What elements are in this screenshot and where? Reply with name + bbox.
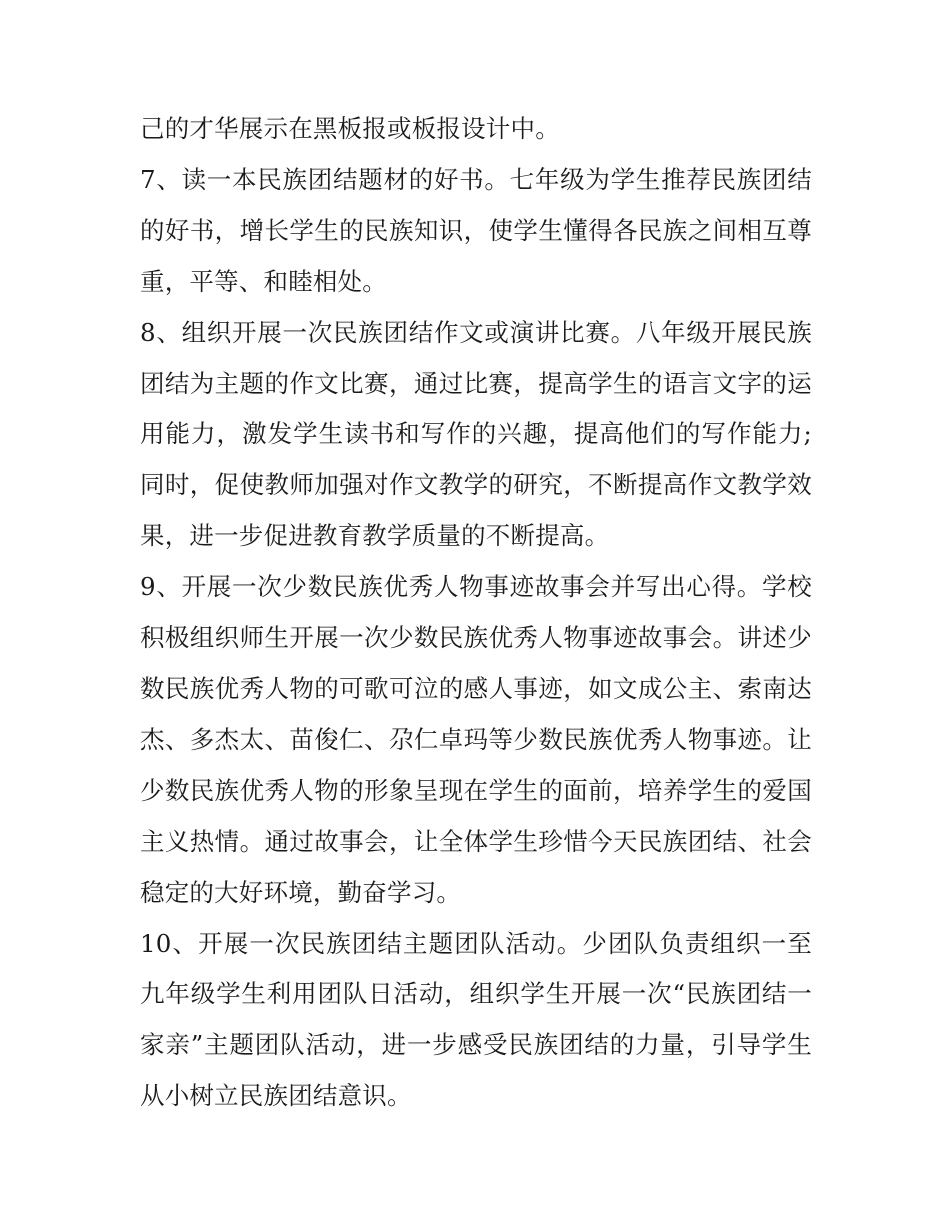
paragraph-item-8: 8、组织开展一次民族团结作文或演讲比赛。八年级开展民族团结为主题的作文比赛，通过比赛，提高学生的语言文字的运用能力，激发学生读书和写作的兴趣，提高他们的写作能力;同时，促使教师加强对作文教学的研究，不断提高作文教学效果，进一步促进教育教学质量的不断提高。 — [140, 317, 812, 551]
paragraph-item-10: 10、开展一次民族团结主题团队活动。少团队负责组织一至九年级学生利用团队日活动，组织学生开展一次“民族团结一家亲”主题团队活动，进一步感受民族团结的力量，引导学生从小树立民族团结意识。 — [140, 928, 812, 1111]
paragraph-item-9: 9、开展一次少数民族优秀人物事迹故事会并写出心得。学校积极组织师生开展一次少数民族优秀人物事迹故事会。讲述少数民族优秀人物的可歌可泣的感人事迹，如文成公主、索南达杰、多杰太、苗俊仁、尕仁卓玛等少数民族优秀人物事迹。让少数民族优秀人物的形象呈现在学生的面前，培养学生的爱国主义热情。通过故事会，让全体学生珍惜今天民族团结、社会稳定的大好环境，勤奋学习。 — [140, 572, 812, 907]
document-body — [140, 104, 812, 1122]
paragraph-item-7: 7、读一本民族团结题材的好书。七年级为学生推荐民族团结的好书，增长学生的民族知识，使学生懂得各民族之间相互尊重，平等、和睦相处。 — [140, 164, 812, 296]
paragraph-continuation: 己的才华展示在黑板报或板报设计中。 — [140, 114, 560, 143]
